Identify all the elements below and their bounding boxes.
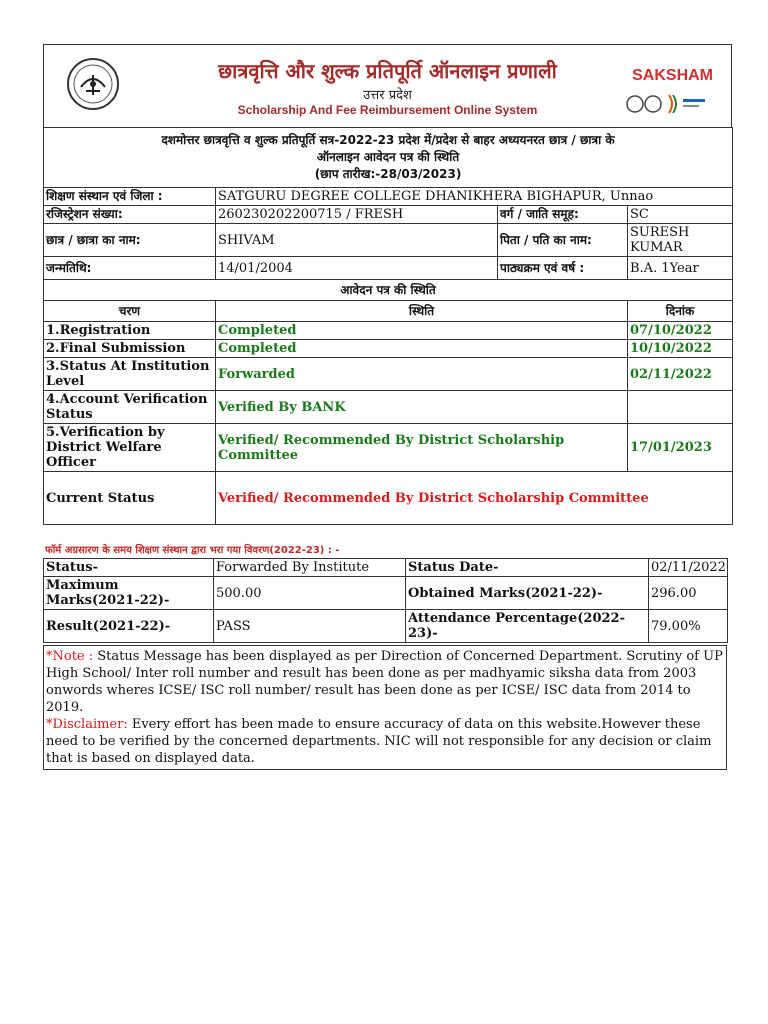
application-status-table [43, 127, 733, 525]
current-status-label: Current Status [44, 472, 216, 525]
obtained-marks-value: 296.00 [649, 577, 728, 610]
max-marks-value: 500.00 [214, 577, 406, 610]
current-status-value: Verified/ Recommended By District Scholarship Committee [216, 472, 733, 525]
student-name-value: SHIVAM [216, 224, 498, 257]
stage-name: 3.Status At Institution Level [44, 358, 216, 391]
stage-status: Forwarded [216, 358, 628, 391]
col-stage: चरण [44, 301, 216, 322]
print-date: (छाप तारीख:-28/03/2023) [314, 167, 462, 181]
caste-label: वर्ग / जाति समूह: [498, 206, 628, 224]
page-header [43, 44, 732, 127]
status-date-label: Status Date- [406, 559, 649, 577]
dob-label: जन्मतिथि: [44, 257, 216, 280]
stage-name: 2.Final Submission [44, 340, 216, 358]
current-status-row [44, 472, 733, 525]
status-label: Status- [44, 559, 214, 577]
stage-name: 1.Registration [44, 322, 216, 340]
state-name-hindi: उत्तर प्रदेश [363, 88, 412, 103]
institute-details-section [43, 540, 727, 770]
disclaimer-text: Every effort has been made to ensure accuracy of data on this website.However these need to be verified by the concerned departments. NIC will not responsible for any decision or claim that is based on displayed data. [46, 717, 712, 766]
portal-title-english: Scholarship And Fee Reimbursement Online System [237, 103, 538, 117]
course-value: B.A. 1Year [628, 257, 733, 280]
stage-row [44, 340, 733, 358]
intro-header [44, 128, 733, 188]
result-value: PASS [214, 610, 406, 643]
status-header-row [44, 301, 733, 322]
institute-details-heading: फॉर्म अग्रसारण के समय शिक्षण संस्थान द्वारा भरा गया विवरण(2022-23) : - [45, 545, 340, 556]
stage-row [44, 391, 733, 424]
portal-title-hindi: छात्रवृत्ति और शुल्क प्रतिपूर्ति ऑनलाइन प्रणाली [218, 59, 557, 83]
stage-name: 5.Verification by District Welfare Officer [44, 424, 216, 472]
stage-date: 10/10/2022 [628, 340, 733, 358]
dob-value: 14/01/2004 [216, 257, 498, 280]
father-name-value: SURESH KUMAR [628, 224, 733, 257]
stage-status: Verified/ Recommended By District Scholarship Committee [216, 424, 628, 472]
note-text: Status Message has been displayed as per Direction of Concerned Department. Scrutiny of UP High School/ Inter roll number and result has been done as per madhyamic siksha data from 2003 onwords wheres ICSE/ ISC roll number/ result has been done as per ICSE/ ISC data from 2014 to 2019. [46, 649, 723, 715]
note-label: *Note : [46, 649, 94, 664]
result-label: Result(2021-22)- [44, 610, 214, 643]
stage-date: 07/10/2022 [628, 322, 733, 340]
stage-date: 17/01/2023 [628, 424, 733, 472]
status-date-value: 02/11/2022 [649, 559, 728, 577]
registration-label: रजिस्ट्रेशन संख्या: [44, 206, 216, 224]
institute-row [44, 188, 733, 206]
institute-label: शिक्षण संस्थान एवं जिला : [44, 188, 216, 206]
stage-row [44, 322, 733, 340]
status-value: Forwarded By Institute [214, 559, 406, 577]
notes-box [43, 645, 727, 770]
col-date: दिनांक [628, 301, 733, 322]
stage-row [44, 424, 733, 472]
stage-status: Completed [216, 340, 628, 358]
stage-date: 02/11/2022 [628, 358, 733, 391]
attendance-value: 79.00% [649, 610, 728, 643]
stage-name: 4.Account Verification Status [44, 391, 216, 424]
attendance-label: Attendance Percentage(2022-23)- [406, 610, 649, 643]
stage-status: Completed [216, 322, 628, 340]
intro-line-1: दशमोत्तर छात्रवृत्ति व शुल्क प्रतिपूर्ति सत्र-2022-23 प्रदेश में/प्रदेश से बाहर अध्ययनरत छात्र / छात्रा के [161, 133, 615, 147]
dob-row [44, 257, 733, 280]
father-name-label: पिता / पति का नाम: [498, 224, 628, 257]
registration-row [44, 206, 733, 224]
status-section-title: आवेदन पत्र की स्थिति [44, 280, 733, 301]
disclaimer-label: *Disclaimer: [46, 717, 128, 732]
obtained-marks-label: Obtained Marks(2021-22)- [406, 577, 649, 610]
stage-status: Verified By BANK [216, 391, 628, 424]
stage-date [628, 391, 733, 424]
stage-row [44, 358, 733, 391]
status-document [43, 44, 732, 525]
registration-value: 260230202200715 / FRESH [216, 206, 498, 224]
digital-india-logo-icon [625, 89, 709, 119]
saksham-logo-text: SAKSHAM [632, 67, 713, 84]
col-status: स्थिति [216, 301, 628, 322]
max-marks-label: Maximum Marks(2021-22)- [44, 577, 214, 610]
caste-value: SC [628, 206, 733, 224]
name-row [44, 224, 733, 257]
institute-value: SATGURU DEGREE COLLEGE DHANIKHERA BIGHAPUR, Unnao [216, 188, 733, 206]
student-name-label: छात्र / छात्रा का नाम: [44, 224, 216, 257]
institute-details-table [43, 558, 728, 643]
intro-line-2: ऑनलाइन आवेदन पत्र की स्थिति [316, 150, 460, 164]
course-label: पाठ्यक्रम एवं वर्ष : [498, 257, 628, 280]
